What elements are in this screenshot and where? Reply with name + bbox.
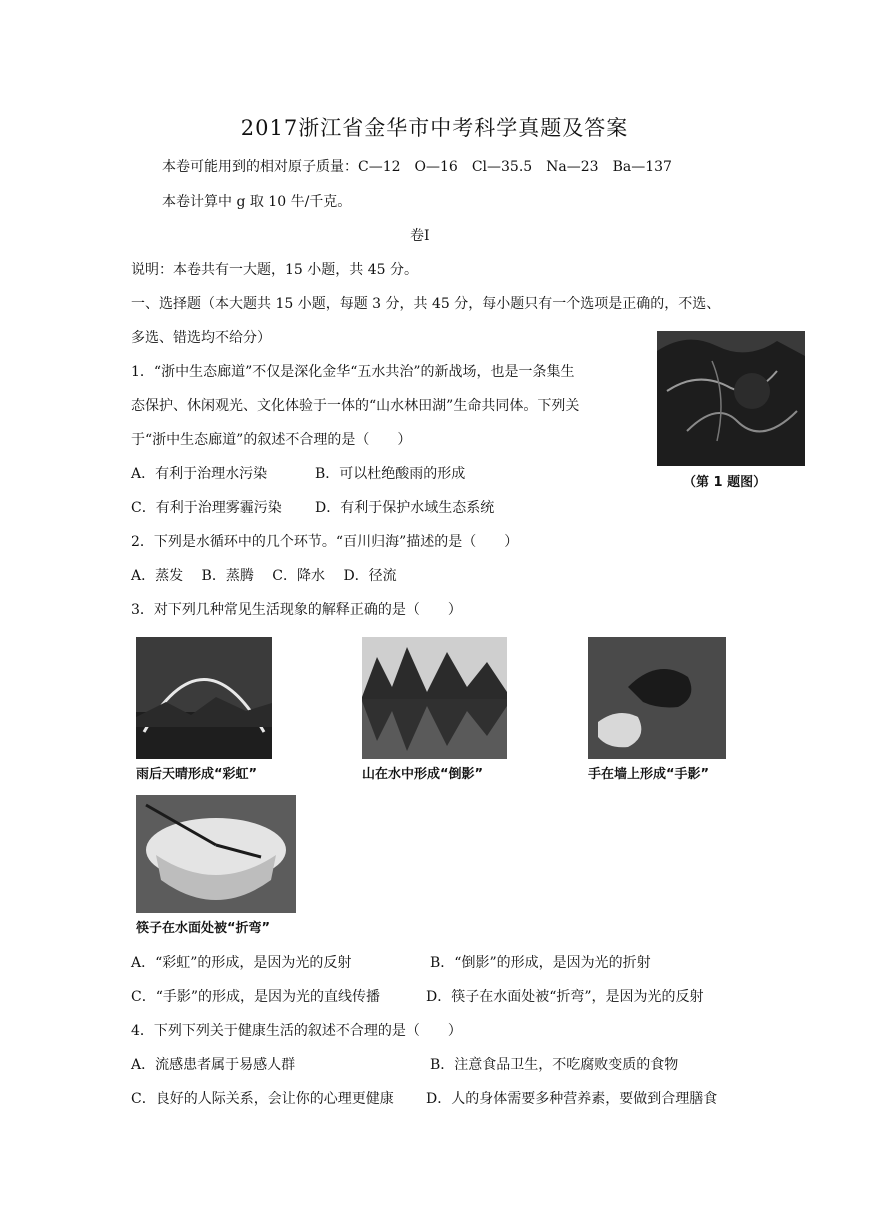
part-one-line2: 多选、错选均不给分） [131, 330, 271, 346]
section-heading: 卷Ⅰ [410, 228, 430, 244]
q4-option-b: B．注意食品卫生，不吃腐败变质的食物 [430, 1057, 679, 1073]
q4-stem: 4．下列下列关于健康生活的叙述不合理的是（ ） [131, 1023, 462, 1039]
q1-stem-line2: 态保护、休闲观光、文化体验于一体的“山水林田湖”生命共同体。下列关 [131, 398, 580, 414]
caption-chopsticks: 筷子在水面处被“折弯” [136, 921, 271, 936]
q3-stem: 3．对下列几种常见生活现象的解释正确的是（ ） [131, 602, 462, 618]
q3-option-a: A．“彩虹”的形成，是因为光的反射 [131, 955, 352, 971]
q2-stem: 2．下列是水循环中的几个环节。“百川归海”描述的是（ ） [131, 534, 519, 550]
q4-option-c: C．良好的人际关系，会让你的心理更健康 [131, 1091, 394, 1107]
caption-hand-shadow: 手在墙上形成“手影” [588, 767, 710, 782]
page-title: 2017浙江省金华市中考科学真题及答案 [240, 116, 629, 140]
rainbow-photo [136, 637, 272, 759]
atomic-mass-line: 本卷可能用到的相对原子质量：C—12 O—16 Cl—35.5 Na—23 Ba—137 [162, 159, 672, 175]
q2-options: A．蒸发 B．蒸腾 C．降水 D．径流 [131, 568, 397, 584]
part-one-line1: 一、选择题（本大题共 15 小题，每题 3 分，共 45 分，每小题只有一个选项是正确的，不选、 [131, 296, 721, 312]
q1-stem-line1: 1．“浙中生态廊道”不仅是深化金华“五水共治”的新战场，也是一条集生 [131, 364, 575, 380]
q1-figure-caption: （第 1 题图） [683, 475, 767, 490]
q4-option-a: A．流感患者属于易感人群 [131, 1057, 296, 1073]
q1-option-b: B．可以杜绝酸雨的形成 [315, 466, 466, 482]
caption-reflection: 山在水中形成“倒影” [362, 767, 484, 782]
q1-option-c: C．有利于治理雾霾污染 [131, 500, 282, 516]
q1-stem-line3: 于“浙中生态廊道”的叙述不合理的是（ ） [131, 432, 412, 448]
q3-option-b: B．“倒影”的形成，是因为光的折射 [430, 955, 651, 971]
hand-shadow-photo [588, 637, 726, 759]
caption-rainbow: 雨后天晴形成“彩虹” [136, 767, 258, 782]
reflection-photo [362, 637, 507, 759]
q1-option-a: A．有利于治理水污染 [131, 466, 268, 482]
gravity-line: 本卷计算中 g 取 10 牛/千克。 [162, 194, 352, 210]
q1-option-d: D．有利于保护水域生态系统 [315, 500, 495, 516]
q1-ecological-corridor-photo [657, 331, 805, 466]
q3-option-d: D．筷子在水面处被“折弯”，是因为光的反射 [426, 989, 704, 1005]
q3-option-c: C．“手影”的形成，是因为光的直线传播 [131, 989, 381, 1005]
instructions: 说明：本卷共有一大题，15 小题，共 45 分。 [131, 262, 418, 278]
chopsticks-photo [136, 795, 296, 913]
q4-option-d: D．人的身体需要多种营养素，要做到合理膳食 [426, 1091, 718, 1107]
